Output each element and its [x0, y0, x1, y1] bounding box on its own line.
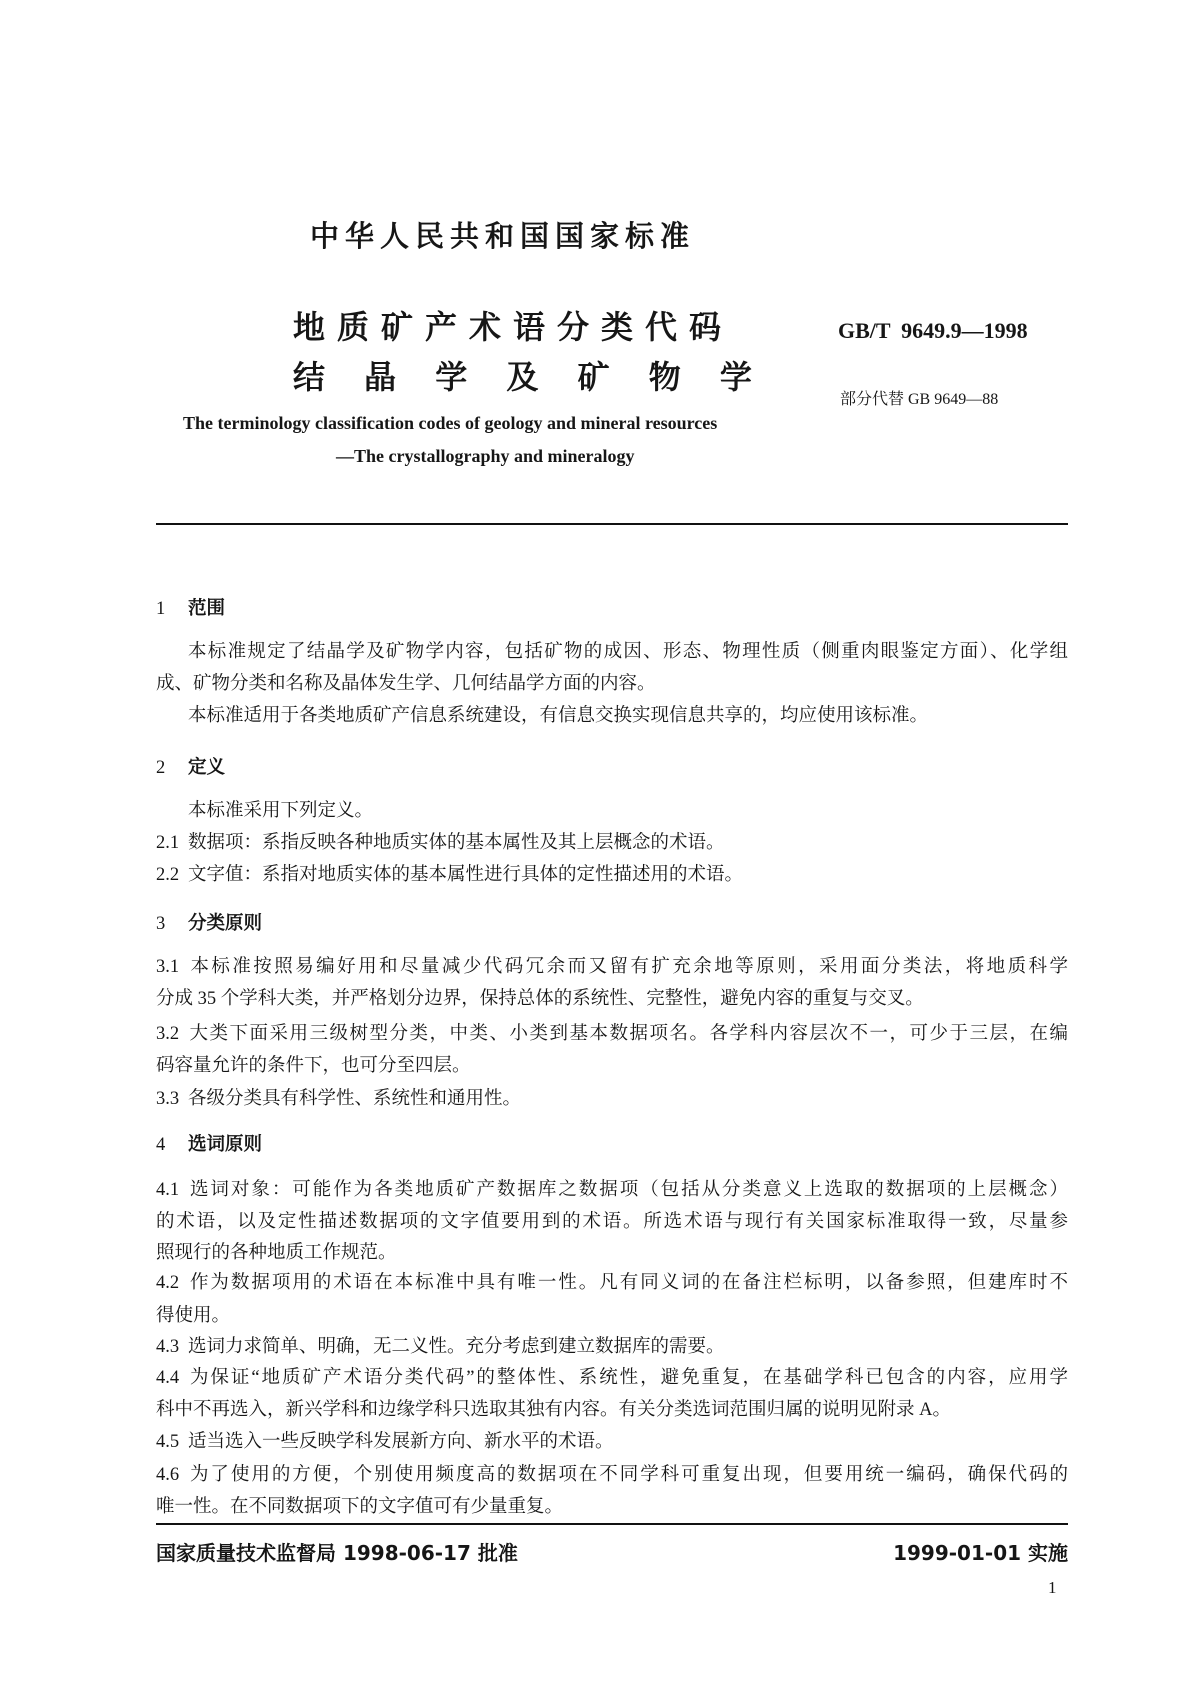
- standard-title-line1: 地质矿产术语分类代码: [293, 308, 734, 346]
- clause-line: 4.2 作为数据项用的术语在本标准中具有唯一性。凡有同义词的在备注栏标明，以备参照，但建库时不: [156, 1273, 1068, 1293]
- definition-item: 2.2 文字值：系指对地质实体的基本属性进行具体的定性描述用的术语。: [156, 865, 744, 885]
- clause-line: 唯一性。在不同数据项下的文字值可有少量重复。: [156, 1497, 564, 1517]
- section-1-heading: 1 范围: [156, 599, 226, 619]
- page-number: 1: [1048, 1578, 1057, 1597]
- english-title-line2: —The crystallography and mineralogy: [336, 446, 635, 466]
- clause-line: 3.1 本标准按照易编好用和尽量减少代码冗余而又留有扩充余地等原则，采用面分类法，将地质科学: [156, 957, 1068, 977]
- paragraph-line: 成、矿物分类和名称及晶体发生学、几何结晶学方面的内容。: [156, 674, 656, 694]
- standard-code: GB/T 9649.9—1998: [838, 318, 1028, 343]
- standard-title-line2: 结 晶 学 及 矿 物 学: [293, 358, 766, 396]
- clause-line: 3.3 各级分类具有科学性、系统性和通用性。: [156, 1089, 522, 1109]
- clause-line: 照现行的各种地质工作规范。: [156, 1243, 397, 1263]
- clause-line: 分成 35 个学科大类，并严格划分边界，保持总体的系统性、完整性，避免内容的重复与交叉。: [156, 989, 924, 1009]
- clause-line: 4.4 为保证“地质矿产术语分类代码”的整体性、系统性，避免重复，在基础学科已包含的内容，应用学: [156, 1368, 1068, 1388]
- clause-line: 得使用。: [156, 1306, 231, 1326]
- effective-date: 1999-01-01 实施: [893, 1541, 1068, 1565]
- section-3-heading: 3 分类原则: [156, 914, 263, 934]
- clause-line: 4.5 适当选入一些反映学科发展新方向、新水平的术语。: [156, 1432, 614, 1452]
- paragraph-line: 本标准规定了结晶学及矿物学内容，包括矿物的成因、形态、物理性质（侧重肉眼鉴定方面）、化学组: [188, 642, 1068, 662]
- clause-line: 科中不再选入，新兴学科和边缘学科只选取其独有内容。有关分类选词范围归属的说明见附录 A。: [156, 1400, 951, 1420]
- clause-line: 4.6 为了使用的方便，个别使用频度高的数据项在不同学科可重复出现，但要用统一编码，确保代码的: [156, 1465, 1068, 1485]
- clause-line: 码容量允许的条件下，也可分至四层。: [156, 1056, 471, 1076]
- national-standard-heading: 中华人民共和国国家标准: [310, 219, 696, 253]
- paragraph-line: 本标准采用下列定义。: [188, 801, 374, 821]
- definition-item: 2.1 数据项：系指反映各种地质实体的基本属性及其上层概念的术语。: [156, 833, 725, 853]
- section-2-heading: 2 定义: [156, 758, 226, 778]
- english-title-line1: The terminology classification codes of geology and mineral resources: [183, 413, 718, 433]
- clause-line: 的术语，以及定性描述数据项的文字值要用到的术语。所选术语与现行有关国家标准取得一致，尽量参: [156, 1212, 1068, 1232]
- footer-divider: [156, 1523, 1068, 1525]
- approval-date: 国家质量技术监督局 1998-06-17 批准: [156, 1541, 518, 1565]
- header-divider: [156, 523, 1068, 525]
- paragraph-line: 本标准适用于各类地质矿产信息系统建设，有信息交换实现信息共享的，均应使用该标准。: [188, 706, 929, 726]
- clause-line: 4.1 选词对象：可能作为各类地质矿产数据库之数据项（包括从分类意义上选取的数据项的上层概念）: [156, 1180, 1068, 1200]
- section-4-heading: 4 选词原则: [156, 1135, 263, 1155]
- replaces-note: 部分代替 GB 9649—88: [840, 391, 999, 408]
- clause-line: 4.3 选词力求简单、明确，无二义性。充分考虑到建立数据库的需要。: [156, 1337, 725, 1357]
- clause-line: 3.2 大类下面采用三级树型分类，中类、小类到基本数据项名。各学科内容层次不一，可少于三层，在编: [156, 1024, 1068, 1044]
